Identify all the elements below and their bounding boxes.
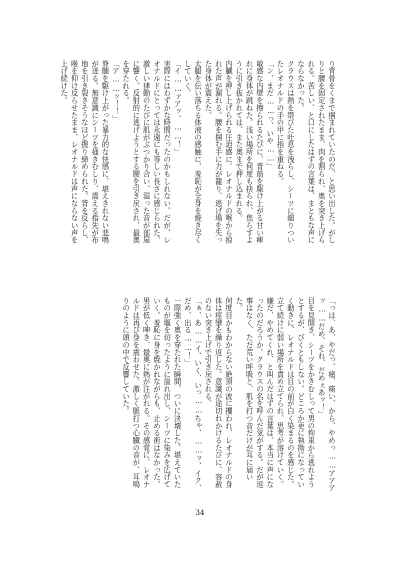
page-number: 34 [195,509,205,517]
text-column-top: り背骨をくまで掴まれていたのだ、と思い出した。がしりと腰を固定されたまま、肉を割られ、奥を突き上げられる。苦しい、と口にしたはずの言葉は、まともな声にならなかった。 クラウスは熱を帯びた吐息を洩らし、シーツに縋りついたレオナルドの手の甲に指を重ねる。 「ン、まだ……っ、いや……」 敏感な内壁を擦られるたびに、背筋を駆け上がる甘い痺れに身体が跳ねた。浅い場所を何度も抉られ、焦らすように引き抜かれては、また奥まで押し込まれる。 内臓を押し上げられる圧迫感に、レオナルドの喉から掠れた声が漏れる。腰を掴む手に力が籠り、逃げ場を失った身体が震えた。 太腿を伝い落ちる体液の感触に、羞恥が全身を焼き尽くしていく。 「イ……ァアッ、……！」 実際にはわずかな時間だったのかもしれない。だが、レオナルドにとっては永遠にも等しい長さに感じられた。激しい律動のたびに肌がぶつかり合い、湿った音が部屋に響く。反射的に逃げようとする腰を引き戻され、最奥を穿たれる。 「ア……ッ！！」 脊髄を駆け上がった暴力的な快感に、堪えきれない悲鳴が迸る。無意識にシーツを掻きむしり、震える指先が布地を引き裂きそうなほど握り締められた。背を反らし、喉を仰け反らせたまま、レオナルドは声にならない声を上げ続けた。 [60,60,337,244]
text-column-bottom: 「っは、あ、やだっ、痛、痛い、から、やめっ……アアアッ……だめ、それ、だめぇあッ！」 目を見開き、シーツをかきむしって男の拘束から逃れようとするが、びくともしない。どころか更に執拗になっていく動きに、レオナルドは目の前が白く染まるのを感じた。 立て続けに弱い場所を責め立てられ、思考が溶けていく。 嫌だ、やめてくれ、と叫んだはずの言葉は、本当に声になったのだろうか。クラウスの名を呼んだ気がする。だが返事はなく、ただ荒い呼吸と、肌を打つ音だけが耳に届いた。 何度目かもわからない絶頂の波に攫われ、レオナルドの身体は痙攣を繰り返した。意識が途切れかけるたびに、容赦のない突き上げで引き戻される。 「ぁ、あ……イ、いく、いっ……ちゃ、……ッ、イク、だめ、出る……！」 一際強く奥を穿たれた瞬間、ついに決壊した。堪えていたものが堰を切ったように溢れ出し、シーツに染みを広げていく。羞恥に身を焼かれながらも、止める術はなかった。 男が低く呻き、最奥に熱が注がれる。その感覚に、レオナルドは再び身を震わせた。激しく脈打つ心臓の音が、耳鳴りのように頭の中で反響していた。 [122,297,337,492]
